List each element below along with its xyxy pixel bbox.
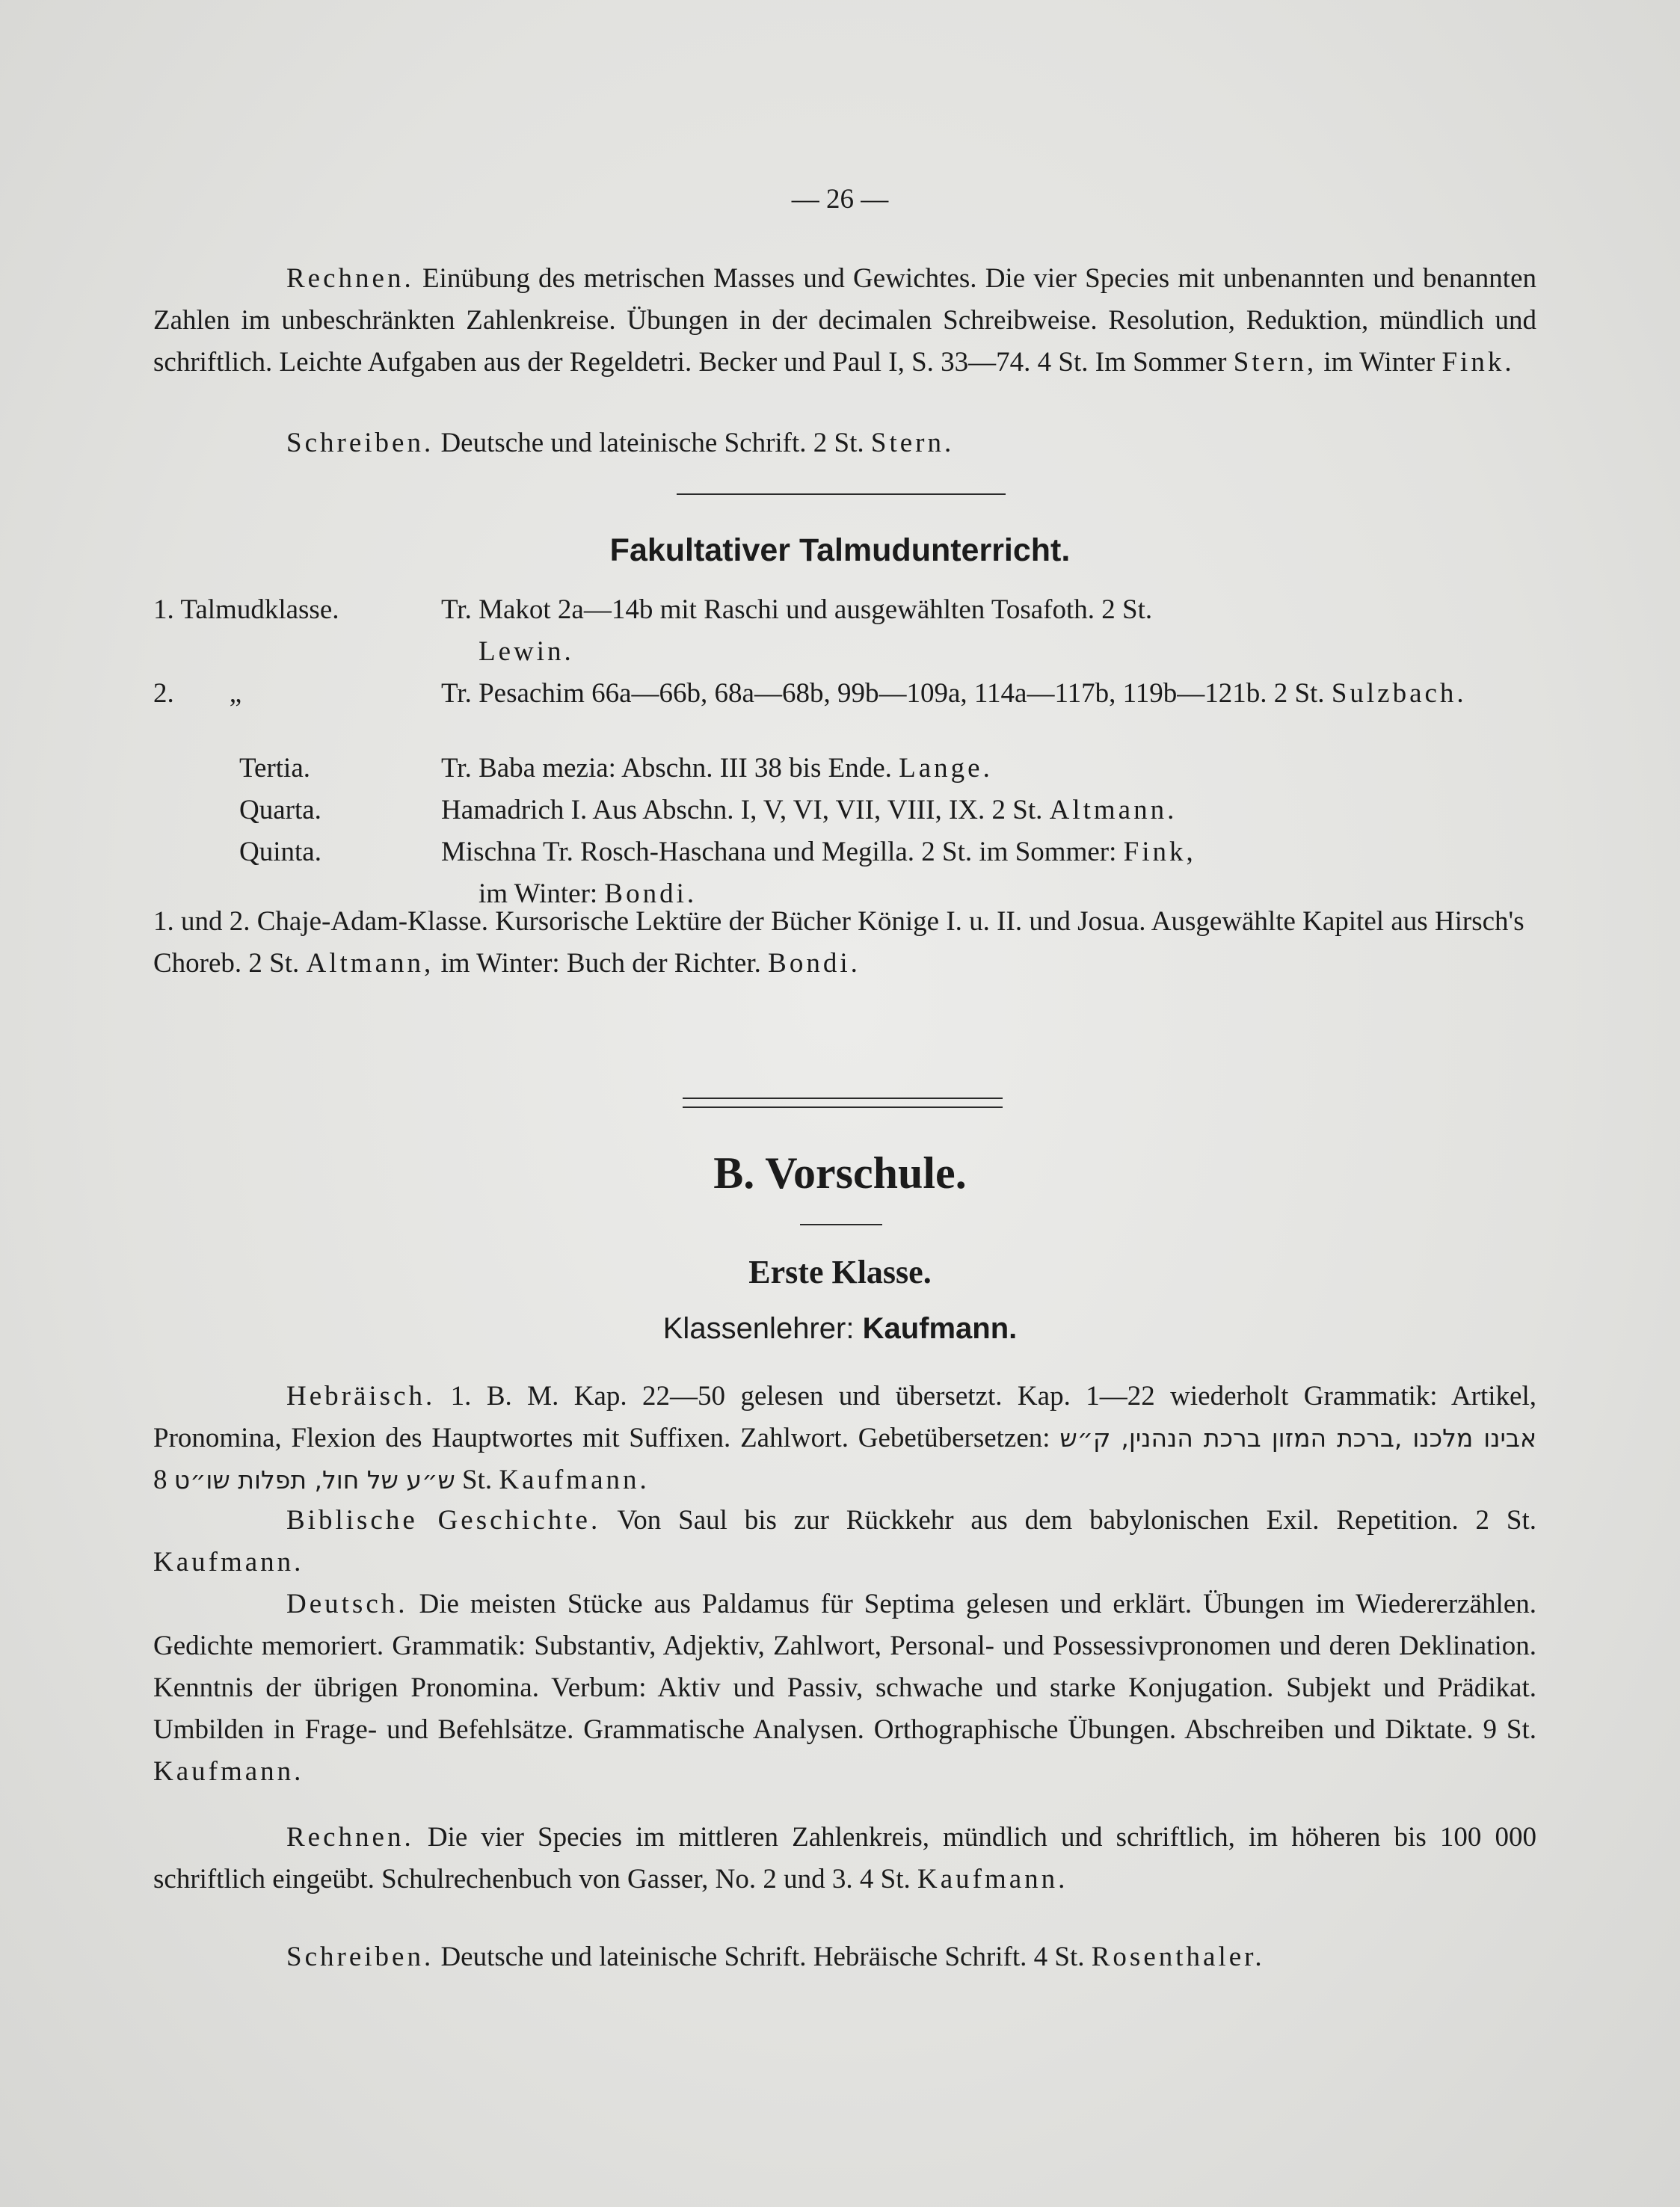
rechnen-vorschule-title: Rechnen. <box>286 1822 414 1853</box>
talmud-row-text: Tr. Baba mezia: Abschn. III 38 bis Ende. <box>441 753 892 784</box>
chaje-text2: im Winter: Buch der Richter. <box>440 948 761 979</box>
schreiben-vorschule-paragraph <box>153 1936 1536 1978</box>
talmud-row-teacher: Altmann. <box>1049 795 1178 825</box>
deutsch-text: Die meisten Stücke aus Paldamus für Septima gelesen und erklärt. Übungen im Wiedererzählen. Gedichte memoriert. Grammatik: Substantiv, Adjektiv, Zahlwort, Personal- und Possessivpronomen und deren Deklination. Kenntnis der übrigen Pronomina. Verbum: Aktiv und Passiv, schwache und starke Konjugation. Subjekt und Prädikat. Umbilden in Frage- und Befehlsätze. Grammatische Analysen. Orthographische Übungen. Abschreiben und Diktate. 9 St. <box>153 1589 1536 1745</box>
page-number: — 26 — <box>791 184 889 215</box>
class-teacher-name: Kaufmann. <box>862 1312 1018 1345</box>
talmud-row-teacher: Lange. <box>899 753 993 784</box>
talmud-row-teacher2: Bondi. <box>604 878 698 909</box>
biblische-text: Von Saul bis zur Rückkehr aus dem babylonischen Exil. Repetition. 2 St. <box>617 1505 1536 1536</box>
biblische-teacher: Kaufmann. <box>153 1547 304 1577</box>
hebraeisch-paragraph <box>153 1376 1536 1501</box>
schreiben-text: Deutsche und lateinische Schrift. 2 St. <box>440 428 864 458</box>
talmud-row-label: Tertia. <box>239 753 310 784</box>
talmud-row-teacher: Fink, <box>1123 837 1196 867</box>
deutsch-title: Deutsch. <box>286 1589 408 1619</box>
talmud-row <box>153 673 1536 757</box>
talmud-row-text: Tr. Makot 2a—14b mit Raschi und ausgewählten Tosafoth. 2 St. <box>441 594 1153 625</box>
section-heading: B. Vorschule. <box>713 1148 967 1198</box>
schreiben-title: Schreiben. <box>286 428 434 458</box>
talmud-row-text: Tr. Pesachim 66a—66b, 68a—68b, 99b—109a, 114a—117b, 119b—121b. 2 St. <box>441 678 1325 709</box>
chaje-teacher: Altmann, <box>306 948 434 979</box>
biblische-title: Biblische Geschichte. <box>286 1505 601 1536</box>
chaje-text: Kursorische Lektüre der Bücher Könige I. u. II. und Josua. Ausgewählte Kapitel aus Hirsch's Choreb. 2 St. <box>153 906 1524 979</box>
divider-rule <box>677 493 1006 495</box>
talmud-row-teacher: Lewin. <box>479 636 574 667</box>
deutsch-teacher: Kaufmann. <box>153 1756 304 1787</box>
talmud-row <box>153 589 1536 673</box>
class-teacher-label: Klassenlehrer: <box>662 1312 855 1345</box>
talmud-row-label: 2. „ <box>153 678 242 709</box>
deutsch-paragraph <box>153 1583 1536 1793</box>
talmud-row-teacher: Sulzbach. <box>1331 678 1467 709</box>
rechnen-vorschule-teacher: Kaufmann. <box>917 1864 1068 1894</box>
talmud-heading: Fakultativer Talmudunterricht. <box>609 532 1071 568</box>
talmud-row-text2: im Winter: <box>479 878 598 909</box>
double-rule-top <box>683 1098 1003 1099</box>
hebraeisch-hours: 8 St. <box>153 1465 493 1495</box>
rechnen-title: Rechnen. <box>286 263 414 294</box>
schreiben-vorschule-teacher: Rosenthaler. <box>1091 1942 1265 1972</box>
hebraeisch-hebrew-text: אבינו מלכנו ,ברכת המזון ברכת הנהנין, ק״ש ש״ע של חול, תפלות שו״ט <box>173 1423 1536 1495</box>
class-heading: Erste Klasse. <box>748 1254 932 1290</box>
chaje-adam-row <box>153 901 1536 1028</box>
rechnen-teacher-winter: Fink. <box>1441 347 1515 378</box>
rechnen-paragraph <box>153 258 1536 384</box>
short-rule <box>800 1224 882 1225</box>
schreiben-paragraph <box>153 422 1536 464</box>
biblische-paragraph <box>153 1500 1536 1583</box>
double-rule-bottom <box>683 1106 1003 1108</box>
schreiben-vorschule-text: Deutsche und lateinische Schrift. Hebräische Schrift. 4 St. <box>440 1942 1085 1972</box>
chaje-teacher2: Bondi. <box>768 948 861 979</box>
talmud-row-text: Hamadrich I. Aus Abschn. I, V, VI, VII, VIII, IX. 2 St. <box>441 795 1043 825</box>
schreiben-vorschule-title: Schreiben. <box>286 1942 434 1972</box>
talmud-row-label: Quarta. <box>239 795 321 825</box>
schreiben-teacher: Stern. <box>870 428 955 458</box>
class-teacher-line <box>0 1312 1680 1346</box>
rechnen-between: im Winter <box>1323 347 1436 378</box>
rechnen-vorschule-paragraph <box>153 1817 1536 1900</box>
talmud-row-text: Mischna Tr. Rosch-Haschana und Megilla. 2 St. im Sommer: <box>441 837 1117 867</box>
talmud-row-label: 1. Talmudklasse. <box>153 594 339 625</box>
hebraeisch-teacher: Kaufmann. <box>499 1465 650 1495</box>
rechnen-text: Einübung des metrischen Masses und Gewichtes. Die vier Species mit unbenannten und benannten Zahlen im unbeschränkten Zahlenkreise. Übungen in der decimalen Schreibweise. Resolution, Reduktion, mündlich und schriftlich. Leichte Aufgaben aus der Regeldetri. Becker und Paul I, S. 33—74. 4 St. Im Sommer <box>153 263 1536 378</box>
rechnen-vorschule-text: Die vier Species im mittleren Zahlenkreis, mündlich und schriftlich, im höheren bis 100 000 schriftlich eingeübt. Schulrechenbuch von Gasser, No. 2 und 3. 4 St. <box>153 1822 1536 1894</box>
rechnen-teacher-summer: Stern, <box>1233 347 1317 378</box>
hebraeisch-title: Hebräisch. <box>286 1381 436 1412</box>
hebraeisch-text: 1. B. M. Kap. 22—50 gelesen und übersetzt. Kap. 1—22 wiederholt Grammatik: Artikel, Pronomina, Flexion des Hauptwortes mit Suffixen. Zahlwort. Gebetübersetzen: <box>153 1381 1536 1453</box>
chaje-label: 1. und 2. Chaje-Adam-Klasse. <box>153 906 489 937</box>
talmud-row-label: Quinta. <box>239 837 321 867</box>
